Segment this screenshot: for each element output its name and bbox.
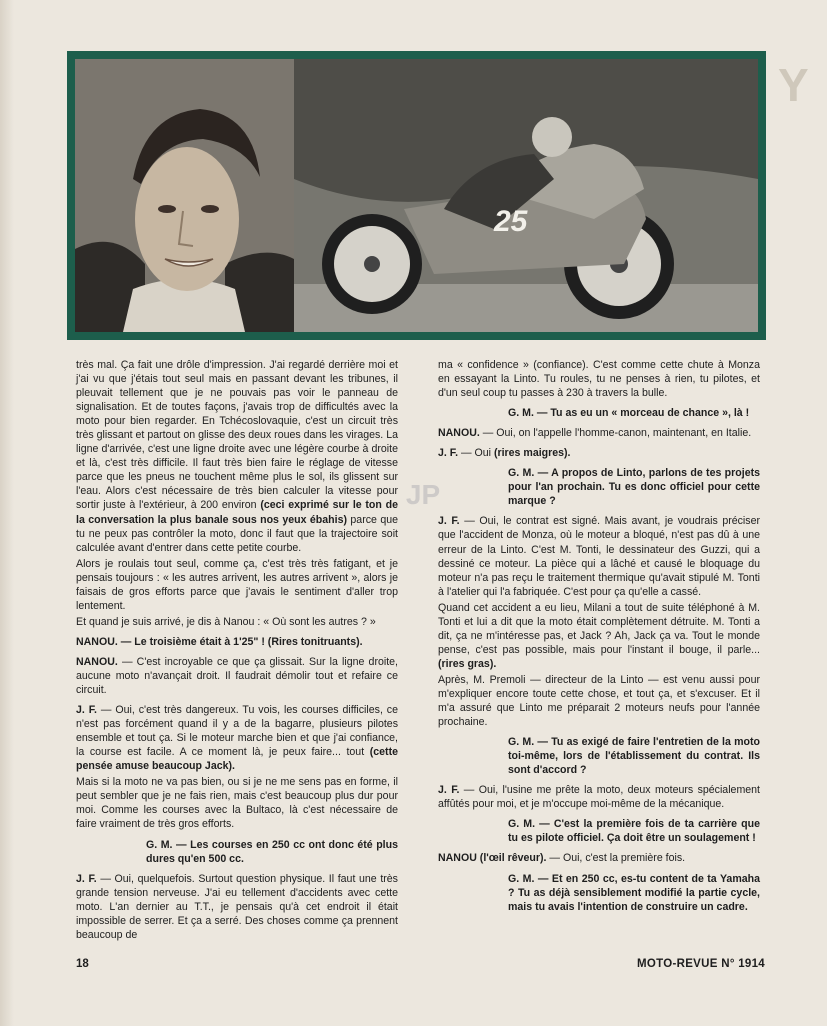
para-confidence [438,358,760,400]
para-nanou-third [76,635,398,649]
race-motorcycle-photo [294,59,758,332]
bold-text: (ceci exprimé sur le ton de la conversation la plus banale sous nos yeux ébahis) [76,499,398,526]
text: très mal. Ça fait une drôle d'impression. J'ai regardé derrière moi et j'ai vu que j'étais tout seul mais en passant devant les tribunes, il pleuvait tellement que je ne pouvais pas voir le panneau de signalisation. Et de toutes façons, j'avais trop de difficultés avec la moto pour bien regarder. En Tchécoslovaquie, c'est un circuit très très glissant et partout on glisse des deux roues dans les virages. La ligne d'arrivée, c'est une ligne droite avec une légère courbe à droite et là, c'est très difficile. Il faut très bien faire le réglage de vitesse parce que les pneus ne touchent même plus le sol, ils glissent sur l'eau. Alors c'est nécessaire de très bien calculer la vitesse pour sortir juste à l'extérieur, à 200 environ [76,359,398,512]
para-jf-milani [438,601,760,671]
text: Quand cet accident a eu lieu, Milani a tout de suite téléphoné à M. Tonti et lui a dit que la moto était complètement détruite. M. Tonti a dit, ça ne m'intéresse pas, et Jack ? Ah, Jack ça va. Tout le monde pense, c'est pas possible, mais pour l'instant il bouge, il parle... [438,601,760,656]
para-jf-contract [438,514,760,598]
bold-text: G. M. — C'est la première fois de ta carrière que tu es pilote officiel. Ça doit être un soulagement ! [508,818,760,845]
para-jf-bultaco [76,775,398,831]
bold-text: NANOU. — Le troisième était à 1'25" ! (Rires tonitruants). [76,635,363,648]
logo-watermark: JP [405,479,441,510]
question-250cc [76,838,398,866]
question-first-time [438,817,760,845]
page-binding-edge [0,0,14,1026]
para-alone [76,557,398,613]
rider-portrait-photo [75,59,294,332]
article-column-left [76,358,398,944]
bold-text: G. M. — Et en 250 cc, es-tu content de ta Yamaha ? Tu as déjà sensiblement modifié la partie cycle, mais tu avais l'intention de construire un cadre. [508,872,760,913]
question-chance [438,406,760,420]
question-maintenance [438,735,760,777]
text: — Oui, c'est très dangereux. Tu vois, les courses difficiles, ce n'est pas forcément quand il y a de la bagarre, plusieurs pilotes ensemble et tout ça. Si le moteur marche bien et que j'ai confiance, la course est facile. A ce moment là, je peux faire... tout [76,704,398,759]
photo-area [75,59,758,332]
text: Mais si la moto ne va pas bien, ou si je ne me sens pas en forme, il peut sembler que je ne fais rien, mais c'est beaucoup plus dur pour moi. Comme les courses avec la Bultaco, là c'est nécessaire de faire vraiment de très gros efforts. [76,776,398,831]
para-nanou-cannon [438,426,760,440]
photo-frame [67,51,766,340]
bold-text: G. M. — A propos de Linto, parlons de tes projets pour l'an prochain. Tu es donc officiel pour cette marque ? [508,467,760,508]
text: Et quand je suis arrivé, je dis à Nanou : « Où sont les autres ? » [76,615,376,628]
para-nanou-first [438,851,760,865]
text: parce que tu ne peux pas contrôler la moto, donc il faut que la trajectoire soit calculée avant d'entrer dans cette petite courbe. [76,513,398,554]
para-nanou-incredible [76,655,398,697]
bold-text: (rires maigres). [493,447,571,460]
text: — Oui, on l'appelle l'homme-canon, maintenant, en Italie. [479,427,752,440]
para-jf-premoli [438,673,760,729]
text: — Oui, le contrat est signé. Mais avant, je voudrais préciser que l'accident de Monza, où le moteur a bloqué, n'est pas dû à une erreur de la Linto. C'est M. Tonti, le dessinateur des Guzzi, qui a dessiné ce moteur. La pièce qui a lâché et causé le bloquage du moteur n'a pas reçu le traitement thermique qu'avait stipulé M. Tonti à l'atelier qui l'a fabriquée. C'est pour ça qu'elle a cassé. [438,515,760,598]
para-intro [76,358,398,555]
bold-text: J. F. [438,447,459,460]
bold-text: NANOU (l'œil rêveur). [438,852,547,865]
side-letter: Y [778,59,809,111]
bold-text: J. F. [76,704,97,717]
text: — Oui, quelquefois. Surtout question physique. Il faut une très grande tension nerveuse. J'ai eu tellement d'accidents avec cette moto. L'an dernier au T.T., je pensais qu'à cet endroit il était impossible de serrer. Et ça a serré. Des choses comme ça prennent beaucoup de [76,872,398,941]
text: — Oui, l'usine me prête la moto, deux moteurs spécialement affûtés pour moi, et je m'occupe moi-même de la mécanique. [438,784,760,811]
page-number: 18 [76,958,89,970]
bold-text: NANOU. [438,427,480,440]
race-number-label: 25 [494,205,528,238]
bold-text: J. F. [438,784,460,797]
bold-text: G. M. — Tu as eu un « morceau de chance », là ! [508,407,750,420]
para-jf-sometimes [76,872,398,942]
bold-text: G. M. — Tu as exigé de faire l'entretien de la moto toi-même, lors de l'établissement du contrat. Ils sont d'accord ? [508,736,760,777]
bold-text: (cette pensée amuse beaucoup Jack). [76,746,398,773]
bold-text: NANOU. [76,655,118,668]
text: — C'est incroyable ce que ça glissait. Sur la ligne droite, aucune moto n'avançait droit. Il faudrait démolir tout et refaire ce circuit. [76,655,398,697]
question-yamaha [438,872,760,914]
para-jf-rires [438,446,760,460]
para-arrived [76,615,398,629]
bold-text: G. M. — Les courses en 250 cc ont donc été plus dures qu'en 500 cc. [146,838,398,865]
bold-text: (rires gras). [438,657,497,670]
text: Après, M. Premoli — directeur de la Linto — est venu aussi pour m'expliquer encore toute cette chose, et tout ça, et s'excuser. Et il m'a assuré que Linto me préparait 2 moteurs neufs pour l'année prochaine. [438,673,760,729]
text: — Oui, c'est la première fois. [546,852,686,865]
article-column-right [438,358,760,916]
magazine-issue: MOTO-REVUE N° 1914 [636,958,765,970]
bold-text: J. F. [438,515,460,528]
question-linto [438,466,760,508]
bold-text: J. F. [76,872,97,885]
text: Alors je roulais tout seul, comme ça, c'est très très fatigant, et je pensais toujours : « les autres arrivent, les autres arrivent », alors je faisais de gros efforts parce que j'avais le sentiment d'aller trop lentement. [76,557,398,612]
para-jf-dangerous [76,703,398,773]
para-jf-factory [438,783,760,811]
text: — Oui [458,447,494,460]
text: ma « confidence » (confiance). C'est comme cette chute à Monza en essayant la Linto. Tu roules, tu ne penses à rien, tu pilotes, et d'un seul coup tu passes à 230 à travers la bulle. [438,359,760,400]
